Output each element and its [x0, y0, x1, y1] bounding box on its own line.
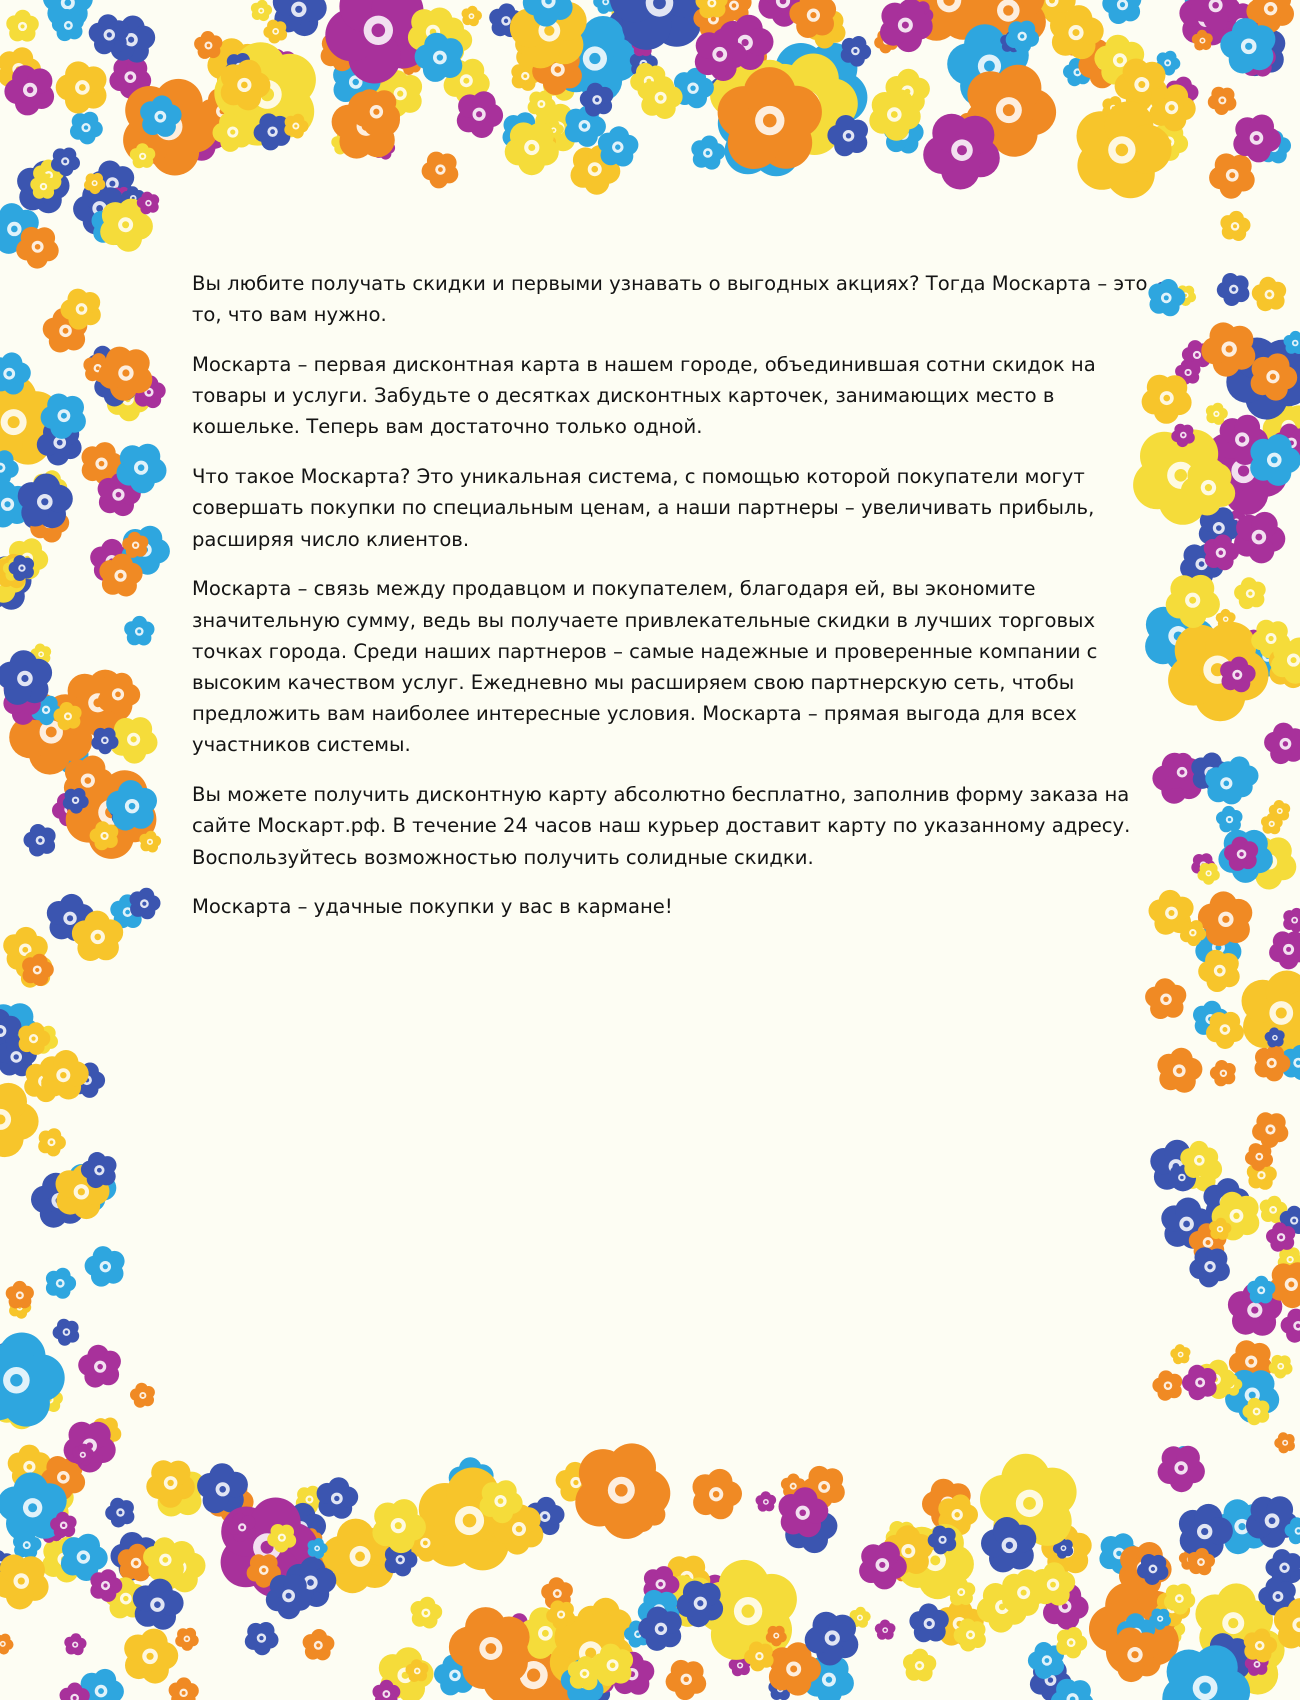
paragraph-what-is: Что такое Москарта? Это уникальная система, с помощью которой покупатели могут совершать покупки по специальным ценам, а наши партнеры – увеличивать прибыль, расширяя число клиентов.: [192, 465, 1095, 551]
paragraph-how-to-get: Вы можете получить дисконтную карту абсолютно бесплатно, заполнив форму заказа на сайте Москарт.рф. В течение 24 часов наш курьер доставит карту по указанному адресу. Воспользуйтесь возможностью получить солидные скидки.: [192, 783, 1131, 869]
paragraph-slogan: Москарта – удачные покупки у вас в кармане!: [192, 895, 673, 919]
paragraph-benefits: Москарта – связь между продавцом и покупателем, благодаря ей, вы экономите значительную сумму, ведь вы получаете привлекательные скидки в лучших торговых точках города. Среди наших партнеров – самые надежные и проверенные компании с высоким качеством услуг. Ежедневно мы расширяем свою партнерскую сеть, чтобы предложить вам наиболее интересные условия. Москарта – прямая выгода для всех участников системы.: [192, 577, 1098, 757]
paragraph-about-card: Москарта – первая дисконтная карта в нашем городе, объединившая сотни скидок на товары и услуги. Забудьте о десятках дисконтных карточек, занимающих место в кошельке. Теперь вам достаточно только одной.: [192, 353, 1096, 439]
document-body: [192, 268, 1152, 941]
paragraph-intro: Вы любите получать скидки и первыми узнавать о выгодных акциях? Тогда Москарта – это то, что вам нужно.: [192, 272, 1148, 327]
